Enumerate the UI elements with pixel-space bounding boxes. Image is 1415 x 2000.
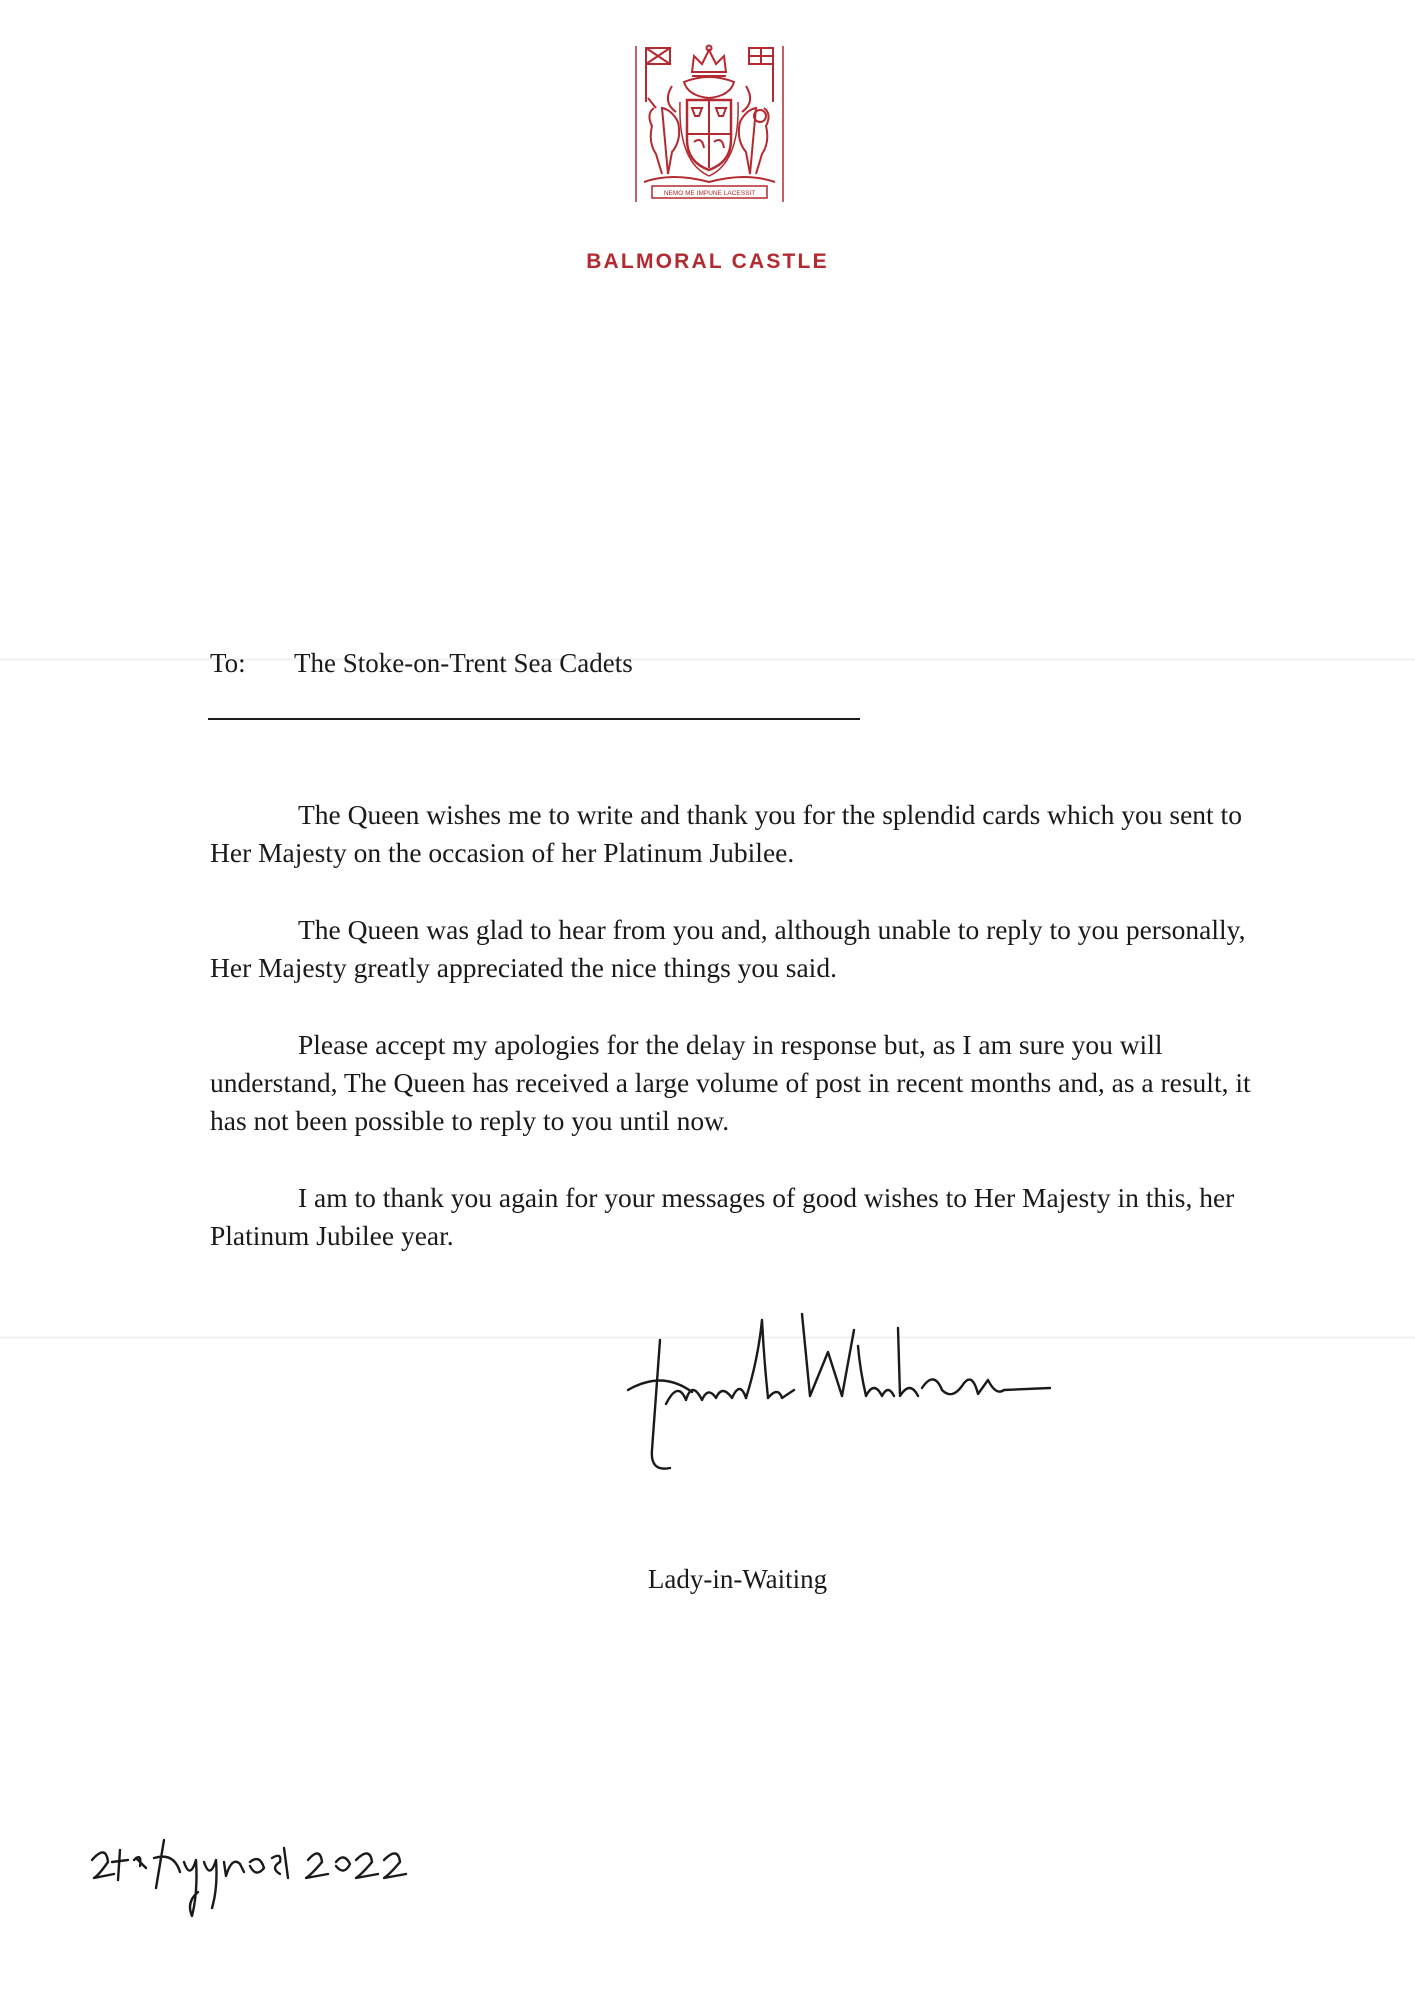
address-block xyxy=(210,648,633,679)
letterhead-location: BALMORAL CASTLE xyxy=(586,250,829,273)
letter-body xyxy=(210,796,1270,1294)
handwritten-date xyxy=(84,1832,444,1922)
crest-motto: NEMO ME IMPUNE LACESSIT xyxy=(663,190,756,197)
to-label: To: xyxy=(210,648,246,678)
body-paragraph: The Queen was glad to hear from you and, although unable to reply to you personally, Her Majesty greatly appreciated the nice things you said. xyxy=(210,914,1246,983)
royal-crest-icon xyxy=(632,42,787,204)
body-paragraph: The Queen wishes me to write and thank you for the splendid cards which you sent to Her Majesty on the occasion of her Platinum Jubilee. xyxy=(210,799,1242,868)
handwritten-signature xyxy=(622,1300,1062,1485)
recipient-name: The Stoke-on-Trent Sea Cadets xyxy=(294,648,633,678)
address-underline xyxy=(208,718,860,720)
body-paragraph: Please accept my apologies for the delay in response but, as I am sure you will understand, The Queen has received a large volume of post in recent months and, as a result, it has not been possible to reply to you until now. xyxy=(210,1029,1251,1136)
signatory-title: Lady-in-Waiting xyxy=(647,1564,828,1594)
body-paragraph: I am to thank you again for your messages of good wishes to Her Majesty in this, her Platinum Jubilee year. xyxy=(210,1182,1235,1251)
